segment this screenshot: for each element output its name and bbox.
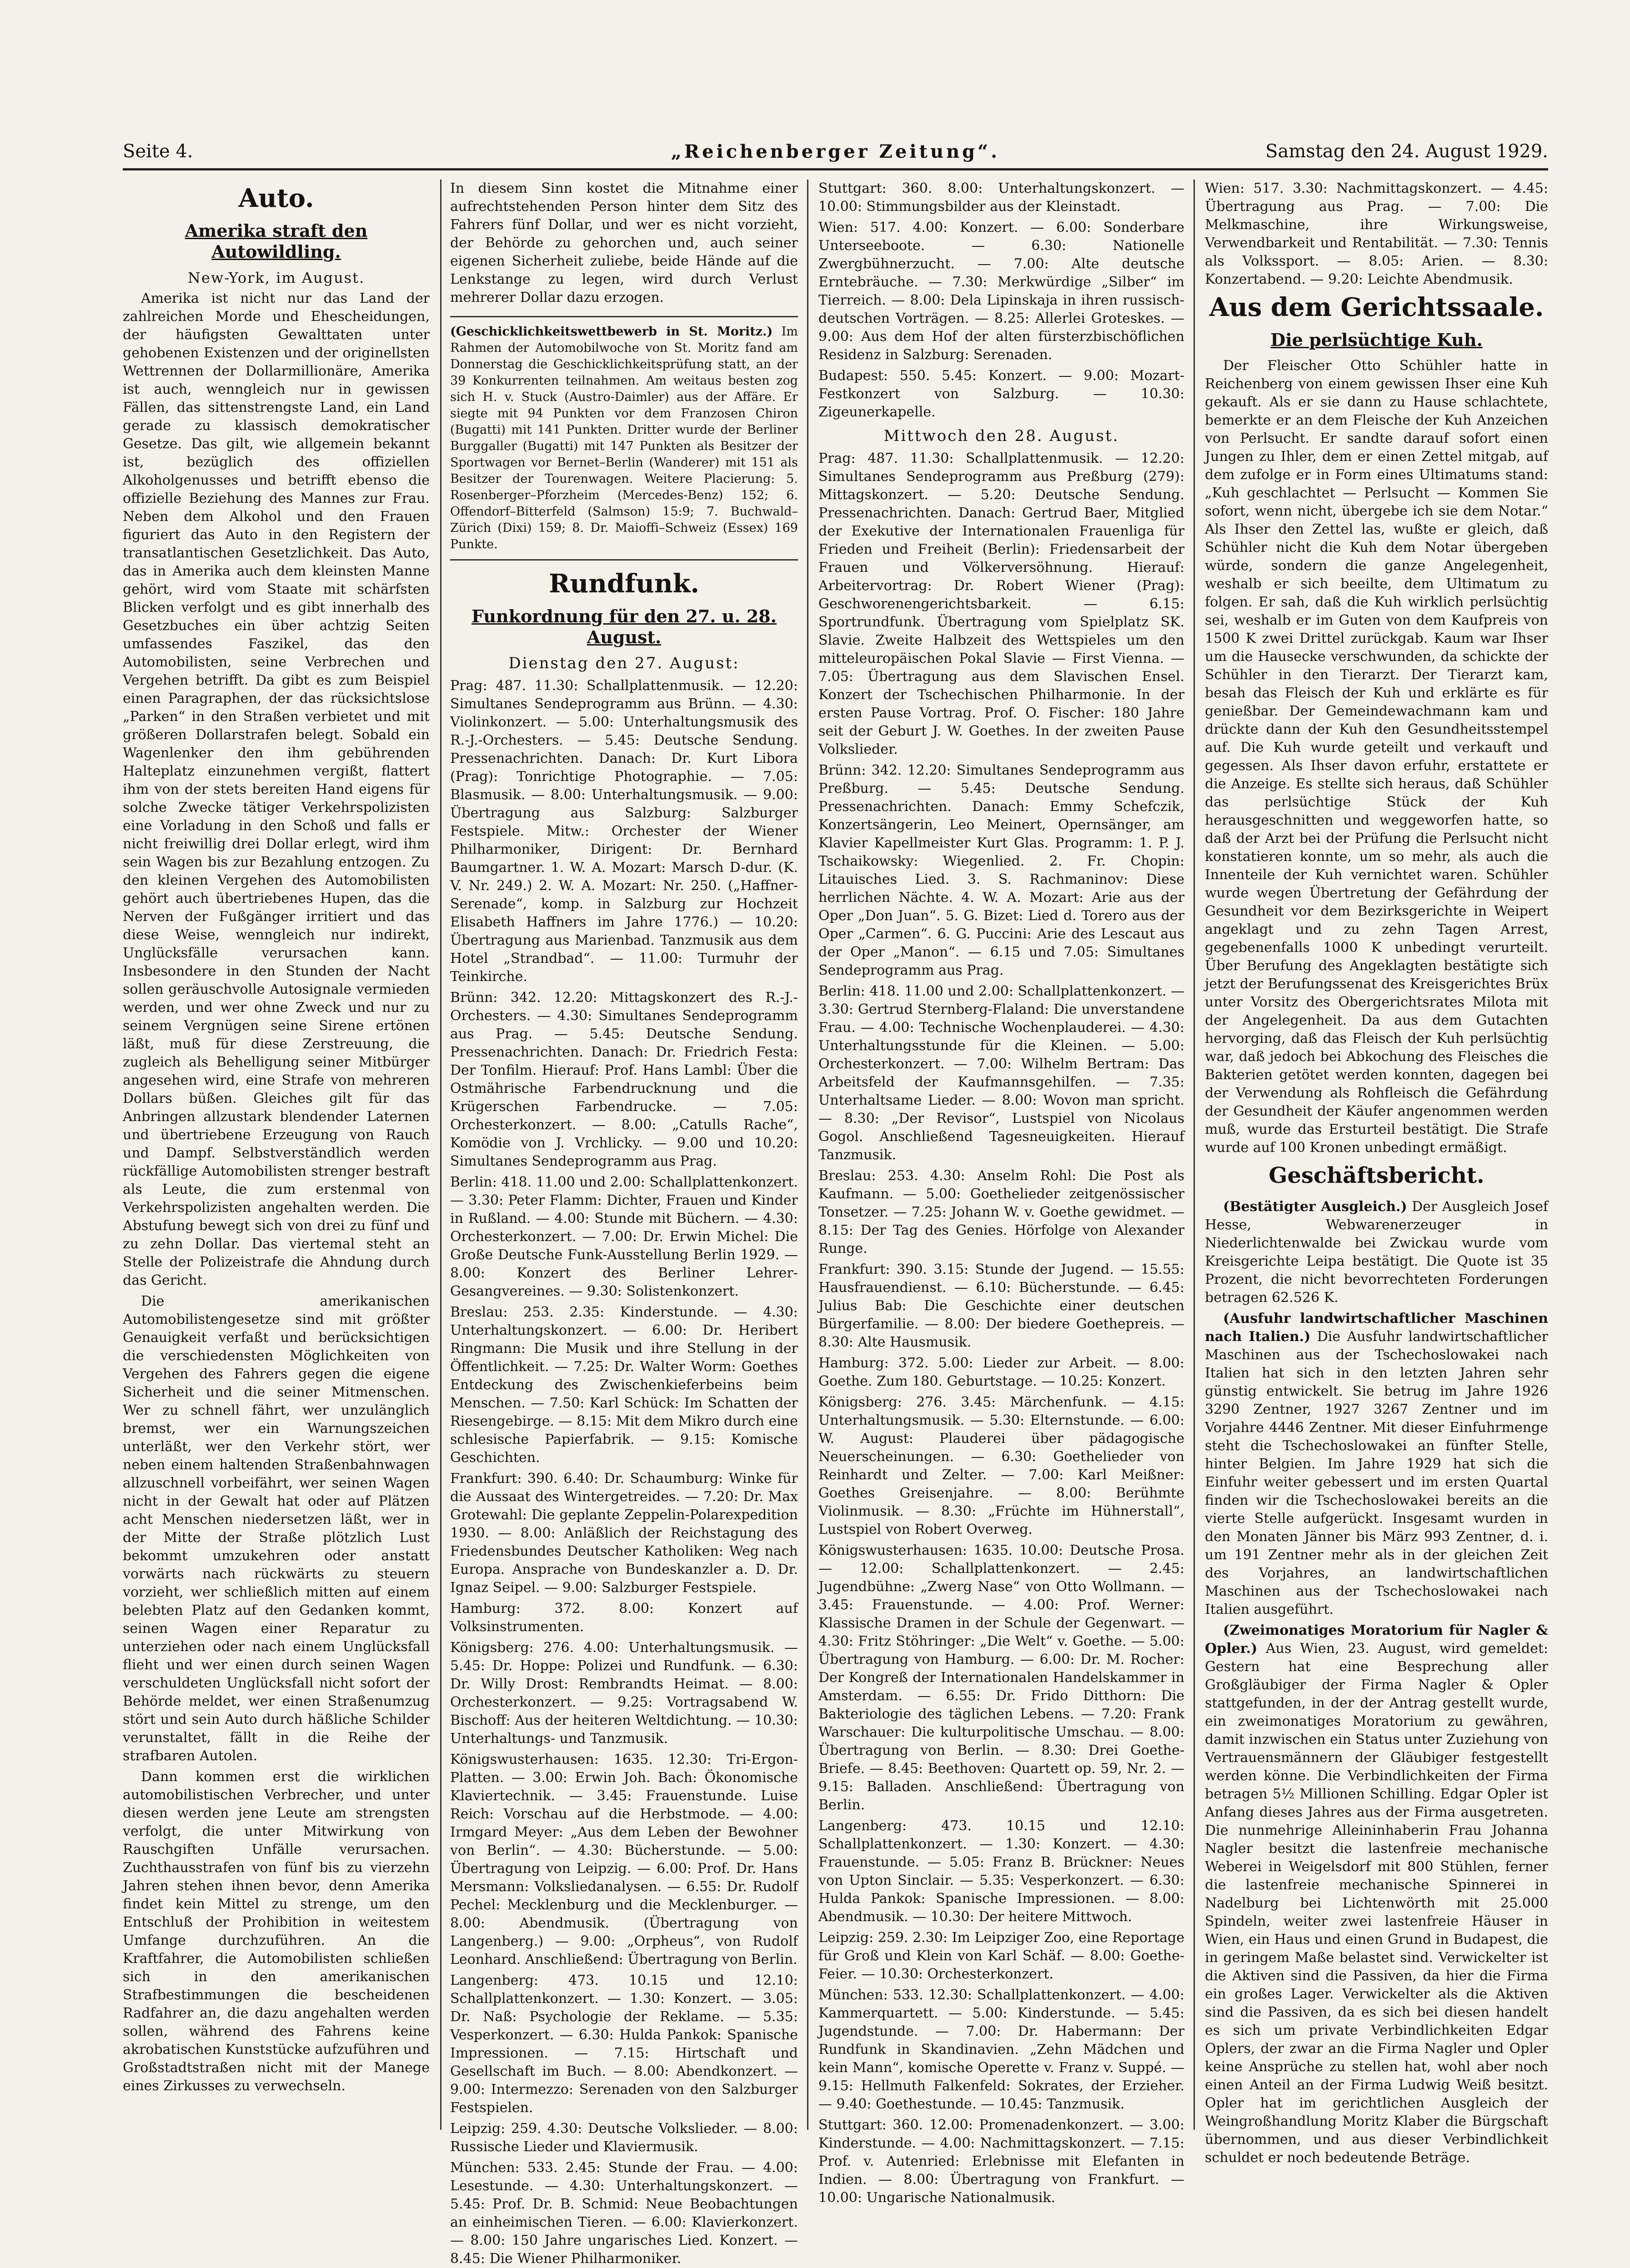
radio-entry: Königswusterhausen: 1635. 10.00: Deutsche Prosa. — 12.00: Schallplattenkonzert. — 2.45: Jugendbühne: „Zwerg Nase“ von Otto Wollmann. — 3.45: Frauenstunde. — 4.00: Prof. Werner: Klassische Dramen in der Schule der Gegenwart. — 4.30: Fritz Stöhringer: „Die Welt“ v. Goethe. — 5.00: Übertragung von Hamburg. — 6.00: Dr. M. Rocher: Der Kongreß der Internationalen Handelskammer in Amsterdam. — 6.55: Dr. Frido Ditthorn: Die Bakteriologie des täglichen Lebens. — 7.20: Frank Warschauer: Die kulturpolitische Umschau. — 8.00: Übertragung von Berlin. — 8.30: Drei Goethe-Briefe. — 8.45: Beethoven: Quartett op. 59, Nr. 2. — 9.15: Balladen. Anschließend: Übertragung von Berlin. [818, 1542, 1184, 1813]
radio-entry: Frankfurt: 390. 3.15: Stunde der Jugend. — 15.55: Hausfrauendienst. — 6.10: Bücherstunde. — 6.45: Julius Bab: Die Geschichte einer deutschen Bürgerfamilie. — 8.00: Der biedere Goethepreis. — 8.30: Alte Hausmusik. [818, 1262, 1184, 1350]
brief-text: Im Rahmen der Automobilwoche von St. Moritz fand am Donnerstag die Geschicklichkeitsprüfung statt, an der 39 Konkurrenten teilnahmen. Am weitaus besten zog sich H. v. Stuck (Austro-Daimler) aus der Affäre. Er siegte mit 94 Punkten vor dem Franzosen Chiron (Bugatti) mit 141 Punkten. Dritter wurde der Berliner Burggaller (Bugatti) mit 147 Punkten als Besitzer der Sportwagen vor Bernet–Berlin (Wanderer) mit 151 als Besitzer der Tourenwagen. Weitere Placierung: 5. Rosenberger–Pforzheim (Mercedes-Benz) 152; 6. Offendorf–Bitterfeld (Salmson) 15:9; 7. Buchwald–Zürich (Dixi) 159; 8. Dr. Maioffi–Schweiz (Essex) 169 Punkte. [450, 325, 798, 551]
court-paragraph: Der Fleischer Otto Schühler hatte in Reichenberg von einem gewissen Ihser eine Kuh gekauft. Als er sie dann zu Hause schlachtete, bemerkte er an dem Fleische der Kuh Anzeichen von Perlsucht. Er sandte darauf sofort einen Jungen zu Ihler, dem er einen Zettel mitgab, auf dem zufolge er in Form eines Ultimatums stand: „Kuh geschlachtet — Perlsucht — Kommen Sie sofort, wenn nicht, übergebe ich sie dem Notar.“ Als Ihser den Zettel las, wußte er gleich, daß Schühler nicht die Kuh dem Notar übergeben würde, sondern die ganze Angelegenheit, weshalb er sich beeilte, dem Ultimatum zu folgen. Er sah, daß die Kuh wirklich perlsüchtig sei, weshalb er im Guten von dem Kaufpreis von 1500 K zwei Drittel zurückgab. Kaum war Ihser um die Hausecke verschwunden, da schickte der Schühler in den Tierarzt. Der Tierarzt kam, besah das Fleisch der Kuh und erklärte es für genießbar. Der Gemeindewachmann kam und drückte dann der Kuh den Gesundheitsstempel auf. Die Kuh wurde geteilt und verkauft und gegessen. Als Ihser davon erfuhr, erstattete er die Anzeige. Es stellte sich heraus, daß Schühler das perlsüchtige Stück der Kuh herausgeschnitten und weggeworfen hatte, so daß der Arzt bei der Prüfung die Perlsucht nicht konstatieren konnte, um so mehr, als auch die Innenteile der Kuh vernichtet waren. Schühler wurde wegen Übertretung der Gefährdung der Gesundheit vor dem Bezirksgerichte in Weipert angeklagt und zu zehn Tagen Arrest, gegebenenfalls 1000 K unbedingt verurteilt. Über Berufung des Angeklagten bestätigte sich jetzt der Berufungssenat des Kreisgerichtes Brüx unter Vorsitz des Obergerichtsrates Milota mit der Angelegenheit. Da aus dem Gutachten hervorging, daß das Fleisch der Kuh perlsüchtig war, daß jedoch bei Abkochung des Fleisches die Bakterien getötet werden konnten, dagegen bei der Verwendung als Rohfleisch die Gefährdung der Gesundheit der Käufer angenommen werden muß, wurde das Ersturteil bestätigt. Die Strafe wurde auf 100 Kronen unbedingt ermäßigt. [1205, 358, 1548, 1156]
dateline: New-York, im August. [187, 269, 365, 286]
section-title-court: Aus dem Gerichtssaale. [1209, 292, 1544, 322]
program-title: Funkordnung für den 27. u. 28. August. [471, 606, 777, 647]
brief-title: (Geschicklichkeitswettbewerb in St. Moritz.) [450, 325, 773, 339]
business-item-text: Der Ausgleich Josef Hesse, Webwarenerzeuger in Niederlichtenwalde bei Zwickau wurde vom Kreisgerichte Leipa bestätigt. Die Quote ist 35 Prozent, die nicht bevorrechteten Forderungen betragen 62.526 K. [1205, 1199, 1548, 1306]
radio-entry: München: 533. 12.30: Schallplattenkonzert. — 4.00: Kammerquartett. — 5.00: Kinderstunde. — 5.45: Jugendstunde. — 7.00: Dr. Habermann: Der Rundfunk in Skandinavien. „Zehn Mädchen und kein Mann“, komische Operette v. Franz v. Suppé. — 9.15: Hellmuth Falkenfeld: Sokrates, der Erzieher. — 9.40: Goethestunde. — 10.45: Tanzmusik. [818, 1987, 1184, 2112]
column-4 [1205, 180, 1549, 2166]
business-item [1205, 1310, 1548, 1619]
article-paragraph: Die amerikanischen Automobilistengesetze sind mit größter Genauigkeit verfaßt und berücksichtigen die verschiedensten Möglichkeiten von Vergehen des Fahrers gegen die eigene Sicherheit und die seiner Mitmenschen. Wer zu schnell fährt, wer unzulänglich bremst, wer ein Warnungszeichen unterläßt, wer den Verkehr stört, wer neben einem haltenden Straßenbahnwagen allzuschnell vorbeifährt, wer seinen Wagen nicht in der Gewalt hat oder auf Plätzen acht Menschen niedersetzen läßt, wer in der Mitte der Straße plötzlich Lust bekommt umzukehren oder anstatt vorwärts nach rückwärts zu steuern vorzieht, wer schließlich mitten auf einem belebten Platz auf den Gedanken kommt, seinen Wagen einer Reparatur zu unterziehen oder nach einem Unglücksfall flieht und wer einen durch seinen Wagen verschuldeten Unglücksfall nicht sofort der Behörde meldet, wer einen Straßenumzug stört und sein Auto durch häßliche Schilder verunstaltet, fällt in die Reihe der strafbaren Autolen. [123, 1293, 430, 1764]
radio-entry: Langenberg: 473. 10.15 und 12.10: Schallplattenkonzert. — 1.30: Konzert. — 3.05: Dr. Naß: Psychologie der Reklame. — 5.35: Vesperkonzert. — 6.30: Hulda Pankok: Spanische Impressionen. — 7.15: Hirtschaft und Gesellschaft im Buch. — 8.00: Abendkonzert. — 9.00: Intermezzo: Serenaden von den Salzburger Festspielen. [450, 1973, 798, 2116]
radio-entry: Brünn: 342. 12.20: Simultanes Sendeprogramm aus Preßburg. — 5.45: Deutsche Sendung. Pressenachrichten. Danach: Emmy Schefczik, Konzertsängerin, Leo Meinert, Opernsänger, am Klavier Kapellmeister Kurt Glas. Programm: 1. P. J. Tschaikowsky: Wiegenlied. 2. Fr. Chopin: Litauisches Lied. 3. S. Rachmaninov: Diese herrlichen Nächte. 4. W. A. Mozart: Arie aus der Oper „Don Juan“. 5. G. Bizet: Lied d. Torero aus der Oper „Carmen“. 6. G. Puccini: Arie des Lescaut aus der Oper „Manon“. — 6.15 und 7.05: Simultanes Sendeprogramm aus Prag. [818, 762, 1184, 978]
section-title-business: Geschäftsbericht. [1269, 1163, 1485, 1188]
court-article-title: Die perlsüchtige Kuh. [1270, 330, 1483, 350]
business-item [1205, 1198, 1548, 1307]
page-label: Seite 4. [123, 141, 193, 162]
radio-entry: Prag: 487. 11.30: Schallplattenmusik. — 12.20: Simultanes Sendeprogramm aus Brünn. — 4.30: Violinkonzert. — 5.00: Unterhaltungsmusik des R.-J.-Orchesters. — 5.45: Deutsche Sendung. Pressenachrichten. Danach: Dr. Kurt Libora (Prag): Tonrichtige Photographie. — 7.05: Blasmusik. — 8.00: Unterhaltungsmusik. — 9.00: Übertragung aus Salzburg: Salzburger Festspiele. Mitw.: Orchester der Wiener Philharmoniker, Dirigent: Dr. Bernhard Baumgartner. 1. W. A. Mozart: Marsch D-dur. (K. V. Nr. 249.) 2. W. A. Mozart: Nr. 250. („Haffner-Serenade“, komp. in Salzburg zur Hochzeit Elisabeth Haffners im Jahre 1776.) — 10.20: Übertragung aus Marienbad. Tanzmusik aus dem Hotel „Strandbad“. — 11.00: Turmuhr der Teinkirche. [450, 678, 798, 985]
column-2 [450, 180, 798, 2267]
column-divider [807, 180, 808, 2130]
page-header [123, 132, 1548, 170]
day-heading: Dienstag den 27. August: [508, 654, 740, 672]
article-paragraph: Amerika ist nicht nur das Land der zahlreichen Morde und Ehescheidungen, der häufigsten Gewalttaten unter gehobenen Existenzen und der originellsten Wettrennen der Dollarmillionäre, Amerika ist auch, wenngleich nur in gewissen Fällen, das sittenstrengste Land, ein Land gerade zu klassisch demokratischer Gesetze. Das gilt, wie allgemein bekannt ist, bezüglich des offiziellen Alkoholgenusses und betrifft ebenso die offizielle Beziehung des Mannes zur Frau. Neben dem Alkohol und den Frauen figuriert das Auto in den Registern der transatlantischen Gesetzlichkeit. Das Auto, das in Amerika auch dem kleinsten Manne gehört, wird vom Staate mit schärfsten Blicken verfolgt und es gibt innerhalb des Gesetzbuches ein über achtzig Seiten umfassendes Faszikel, das den Automobilisten, seine Verbrechen und Vergehen betrifft. Da gibt es zum Beispiel einen Paragraphen, der das rücksichtslose „Parken“ in den Straßen verbietet und mit größeren Dollarstrafen belegt. Sobald ein Wagenlenker den ihm gebührenden Halteplatz einzunehmen vergißt, flattert ihm von der stets bereiten Hand eigens für solche Zwecke tätiger Verkehrspolizisten eine Vorladung in den Schoß und falls er nicht freiwillig drei Dollar erlegt, wird ihm sein Wagen bis zur Bezahlung entzogen. Zu den kleinen Vergehen des Automobilisten gehört auch übertriebenes Hupen, das die Nerven der Fußgänger irritiert und das diese Weise, wenngleich nur indirekt, Unglücksfälle verursachen kann. Insbesondere in den Stunden der Nacht sollen geräuschvolle Autosignale vermieden werden, und wer ohne Zweck und nur zu seinem Vergnügen seine Sirene ertönen läßt, muß für diese Zerstreuung, die zugleich als Behelligung seiner Mitbürger angesehen wird, eine Strafe von mehreren Dollars büßen. Gleiches gilt für das Anbringen allzustark blendender Laternen und übertriebene Erzeugung von Rauch und Dampf. Selbstverständlich werden rückfällige Automobilisten strenger bestraft als Leute, die zum erstenmal von Verkehrspolizisten angehalten werden. Die Abstufung bewegt sich von drei zu fünf und zu zehn Dollar. Das viertemal steht an Stelle der Polizeistrafe die Ahndung durch das Gericht. [123, 290, 430, 1288]
column-divider [440, 180, 441, 2130]
radio-entry: München: 533. 2.45: Stunde der Frau. — 4.00: Lesestunde. — 4.30: Unterhaltungskonzert. — 5.45: Prof. Dr. B. Schmid: Neue Beobachtungen an einheimischen Tieren. — 6.00: Klavierkonzert. — 8.00: 150 Jahre ungarisches Lied. Konzert. — 8.45: Die Wiener Philharmoniker. [450, 2160, 798, 2267]
news-brief [450, 316, 798, 561]
radio-entry: Stuttgart: 360. 8.00: Unterhaltungskonzert. — 10.00: Stimmungsbilder aus der Kleinstadt. [818, 180, 1184, 215]
radio-entry: Wien: 517. 3.30: Nachmittagskonzert. — 4.45: Übertragung aus Prag. — 7.00: Die Melkmaschine, ihre Wirkungsweise, Verwendbarkeit und Rentabilität. — 7.30: Tennis als Volkssport. — 8.05: Arien. — 8.30: Konzertabend. — 9.20: Leichte Abendmusik. [1205, 180, 1548, 287]
radio-entry: Prag: 487. 11.30: Schallplattenmusik. — 12.20: Simultanes Sendeprogramm aus Preßburg (279): Mittagskonzert. — 5.20: Deutsche Sendung. Pressenachrichten. Danach: Gertrud Baer, Mitglied der Exekutive der Internationalen Frauenliga für Frieden und Freiheit (Berlin): Friedensarbeit der Frauen und Völkerversöhnung. Hierauf: Arbeitervortrag: Dr. Robert Wiener (Prag): Geschworenengerichtsbarkeit. — 6.15: Sportrundfunk. Übertragung vom Spielplatz SK. Slavie. Zweite Halbzeit des Wettspieles um den mitteleuropäischen Pokal Slavie — First Vienna. — 7.05: Übertragung aus dem Slavischen Ensel. Konzert der Tschechischen Philharmonie. In der ersten Pause Vortrag. Prof. O. Fischer: 180 Jahre seit der Geburt J. W. Goethes. In der zweiten Pause Volkslieder. [818, 451, 1184, 757]
article-paragraph: Dann kommen erst die wirklichen automobilistischen Verbrecher, und unter diesen werden jene Leute am strengsten verfolgt, die unter Mitwirkung von Rauschgiften Unfälle verursachen. Zuchthausstrafen von fünf bis zu vierzehn Jahren stehen ihnen bevor, denn Amerika findet kein Mittel zu strenge, um den Entschluß der Prohibition in weitestem Umfange durchzuführen. An die Kraftfahrer, die Automobilisten schließen sich in den amerikanischen Strafbestimmungen die bescheidenen Radfahrer an, die dazu angehalten werden sollen, während des Fahrens keine akrobatischen Kunststücke aufzuführen und Großstadtstraßen nicht mit der Manege eines Zirkusses zu verwechseln. [123, 1769, 430, 2094]
radio-entry: Hamburg: 372. 8.00: Konzert auf Volksinstrumenten. [450, 1601, 798, 1635]
radio-entry: Breslau: 253. 2.35: Kinderstunde. — 4.30: Unterhaltungskonzert. — 6.00: Dr. Heribert Ringmann: Die Musik und ihre Stellung in der Öffentlichkeit. — 7.25: Dr. Walter Worm: Goethes Entdeckung des Zwischenkieferbeins beim Menschen. — 7.50: Karl Schück: Im Schatten der Riesengebirge. — 8.15: Mit dem Mikro durch eine schlesische Papierfabrik. — 9.15: Komische Geschichten. [450, 1304, 798, 1466]
business-item-text: Aus Wien, 23. August, wird gemeldet: Gestern hat eine Besprechung aller Großgläubiger der Firma Nagler & Opler stattgefunden, in der der Antrag gestellt wurde, ein zweimonatiges Moratorium zu gewähren, damit inzwischen ein Status unter Zuziehung von Vertrauensmännern der Gläubiger festgestellt werden könne. Die Verbindlichkeiten der Firma betragen 5½ Millionen Schilling. Edgar Opler ist Anfang dieses Jahres aus der Firma ausgetreten. Die nunmehrige Alleininhaberin Frau Johanna Nagler besitzt die lastenfreie mechanische Weberei in Weigelsdorf mit 800 Stühlen, ferner die lastenfreie mechanische Spinnerei in Nadelburg bei Lichtenwörth mit 25.000 Spindeln, weiter zwei lastenfreie Häuser in Wien, ein Haus und einen Grund in Budapest, die in geringem Maße belastet sind. Verwickelter ist die Aktiven sind die Passiven, da hier die Firma ein großes Lager. Verwickelter als die Aktiven sind die Passiven, da es sich bei diesen handelt es sich um private Verbindlichkeiten Edgar Oplers, der zwar an die Firma Nagler und Opler keine Ansprüche zu stellen hat, wohl aber noch einen Anteil an der Firma Ludwig Weiß besitzt. Opler hat im gerichtlichen Ausgleich der Weingroßhandlung Moritz Klaber die Bürgschaft übernommen, und aus dieser Verbindlichkeit schuldet er noch bedeutende Beträge. [1205, 1641, 1548, 2166]
column-3 [818, 180, 1184, 2206]
newspaper-name: „Reichenberger Zeitung“. [671, 141, 1000, 162]
section-title-rundfunk: Rundfunk. [549, 569, 699, 599]
radio-entry: Stuttgart: 360. 12.00: Promenadenkonzert. — 3.00: Kinderstunde. — 4.00: Nachmittagskonzert. — 7.15: Prof. v. Autenried: Erlebnisse mit Elefanten in Indien. — 8.00: Übertragung von Frankfurt. — 10.00: Ungarische Nationalmusik. [818, 2117, 1184, 2206]
day-heading: Mittwoch den 28. August. [883, 427, 1119, 445]
article-title: Amerika straft den Autowildling. [185, 220, 368, 262]
radio-entry: Budapest: 550. 5.45: Konzert. — 9.00: Mozart-Festkonzert von Salzburg. — 10.30: Zigeunerkapelle. [818, 368, 1184, 420]
radio-entry: Wien: 517. 4.00: Konzert. — 6.00: Sonderbare Unterseeboote. — 6.30: Nationelle Zwergbühnerzucht. — 7.00: Alte deutsche Erntebräuche. — 7.30: Merkwürdige „Silber“ im Tierreich. — 8.00: Dela Lipinskaja in ihren russisch-deutschen Vorträgen. — 8.25: Allerlei Groteskes. — 9.00: Aus dem Hof der alten fürsterzbischöflichen Residenz in Salzburg: Serenaden. [818, 220, 1184, 363]
business-item-title: (Bestätigter Ausgleich.) [1223, 1199, 1407, 1215]
radio-entry: Berlin: 418. 11.00 und 2.00: Schallplattenkonzert. — 3.30: Peter Flamm: Dichter, Frauen und Kinder in Rußland. — 4.00: Stunde mit Büchern. — 4.30: Orchesterkonzert. — 7.00: Dr. Erwin Michel: Die Große Deutsche Funk-Ausstellung Berlin 1929. — 8.00: Konzert des Berliner Lehrer-Gesangvereines. — 9.30: Solistenkonzert. [450, 1174, 798, 1299]
business-item-title: (Zweimonatiges Moratorium für Nagler & Opler.) [1205, 1622, 1548, 1657]
radio-entry: Berlin: 418. 11.00 und 2.00: Schallplattenkonzert. — 3.30: Gertrud Sternberg-Flaland: Die unverstandene Frau. — 4.00: Technische Wochenplauderei. — 4.30: Unterhaltungsstunde für die Kleinen. — 5.00: Orchesterkonzert. — 7.00: Wilhelm Bertram: Das Arbeitsfeld der Kaufmannsgehilfen. — 7.35: Unterhaltsame Lieder. — 8.00: Wovon man spricht. — 8.30: „Der Revisor“, Lustspiel von Nicolaus Gogol. Anschließend Tagesneuigkeiten. Hierauf Tanzmusik. [818, 983, 1184, 1163]
radio-entry: Langenberg: 473. 10.15 und 12.10: Schallplattenkonzert. — 1.30: Konzert. — 4.30: Frauenstunde. — 5.05: Franz B. Brückner: Neues von Upton Sinclair. — 5.35: Vesperkonzert. — 6.30: Hulda Pankok: Spanische Impressionen. — 8.00: Abendmusik. — 10.30: Der heitere Mittwoch. [818, 1818, 1184, 1925]
column-divider [1194, 180, 1195, 2130]
radio-entry: Königsberg: 276. 4.00: Unterhaltungsmusik. — 5.45: Dr. Hoppe: Polizei und Rundfunk. — 6.30: Dr. Willy Drost: Rembrandts Heimat. — 8.00: Orchesterkonzert. — 9.25: Vortragsabend W. Bischoff: Aus der heiteren Weltdichtung. — 10.30: Unterhaltungs- und Tanzmusik. [450, 1640, 798, 1747]
radio-entry: Hamburg: 372. 5.00: Lieder zur Arbeit. — 8.00: Goethe. Zum 180. Geburtstage. — 10.25: Konzert. [818, 1355, 1184, 1389]
issue-date: Samstag den 24. August 1929. [1265, 141, 1548, 162]
radio-entry: Königswusterhausen: 1635. 12.30: Tri-Ergon-Platten. — 3.00: Erwin Joh. Bach: Ökonomische Klaviertechnik. — 3.45: Frauenstunde. Luise Reich: Vorschau auf die Herbstmode. — 4.00: Irmgard Meyer: „Aus dem Leben der Bewohner von Berlin“. — 4.30: Bücherstunde. — 5.00: Übertragung von Leipzig. — 6.00: Prof. Dr. Hans Mersmann: Volksliedanalysen. — 6.55: Dr. Rudolf Pechel: Mecklenburg und die Mecklenburger. — 8.00: Abendmusik. (Übertragung von Langenberg.) — 9.00: „Orpheus“, von Rudolf Leonhard. Anschließend: Übertragung von Berlin. [450, 1752, 798, 1968]
radio-entry: Leipzig: 259. 2.30: Im Leipziger Zoo, eine Reportage für Groß und Klein von Karl Schäf. — 8.00: Goethe-Feier. — 10.30: Orchesterkonzert. [818, 1930, 1184, 1982]
radio-entry: Königsberg: 276. 3.45: Märchenfunk. — 4.15: Unterhaltungsmusik. — 5.30: Elternstunde. — 6.00: W. August: Plauderei über pädagogische Neuerscheinungen. — 6.30: Goethelieder von Reinhardt und Zelter. — 7.00: Karl Meißner: Goethes Greisenjahre. — 8.00: Berühmte Violinmusik. — 8.30: „Früchte im Hühnerstall“, Lustspiel von Robert Overweg. [818, 1394, 1184, 1537]
article-continuation: In diesem Sinn kostet die Mitnahme einer aufrechtstehenden Person hinter dem Sitz des Fahrers fünf Dollar, und wer es nicht vorzieht, der Behörde zu gehorchen und, auch seiner eigenen Sicherheit zuliebe, beide Hände auf die Lenkstange zu legen, wird durch Verlust mehrerer Dollar dazu erzogen. [450, 180, 798, 305]
column-1 [123, 180, 430, 2134]
radio-entry: Breslau: 253. 4.30: Anselm Rohl: Die Post als Kaufmann. — 5.00: Goethelieder zeitgenössischer Tonsetzer. — 7.25: Johann W. v. Goethe gewidmet. — 8.15: Der Tag des Genies. Hörfolge von Alexander Runge. [818, 1168, 1184, 1257]
section-title-auto: Auto. [238, 183, 314, 213]
radio-entry: Leipzig: 259. 4.30: Deutsche Volkslieder. — 8.00: Russische Lieder und Klaviermusik. [450, 2121, 798, 2155]
business-item [1205, 1622, 1548, 2167]
radio-entry: Brünn: 342. 12.20: Mittagskonzert des R.-J.-Orchesters. — 4.30: Simultanes Sendeprogramm aus Prag. — 5.45: Deutsche Sendung. Pressenachrichten. Danach: Dr. Friedrich Festa: Der Tonfilm. Hierauf: Prof. Hans Lambl: Über die Ostmährische Farbendrucknung und die Krügerschen Farbendrucke. — 7.05: Orchesterkonzert. — 8.00: „Catulls Rache“, Komödie von J. Vrchlicky. — 9.00 und 10.20: Simultanes Sendeprogramm aus Prag. [450, 990, 798, 1169]
radio-entry: Frankfurt: 390. 6.40: Dr. Schaumburg: Winke für die Aussaat des Wintergetreides. — 7.20: Dr. Max Grotewahl: Die geplante Zeppelin-Polarexpedition 1930. — 8.00: Anläßlich der Reichstagung des Friedensbundes Deutscher Katholiken: Weg nach Europa. Ansprache von Bundeskanzler a. D. Dr. Ignaz Seipel. — 9.00: Salzburger Festspiele. [450, 1471, 798, 1596]
business-item-text: Die Ausfuhr landwirtschaftlicher Maschinen aus der Tschechoslowakei nach Italien hat sich in den letzten Jahren sehr günstig entwickelt. Sie betrug im Jahre 1926 3290 Zentner, 1927 3267 Zentner und im Vorjahre 4446 Zentner. Mit dieser Einfuhrmenge steht die Tschechoslowakei an fünfter Stelle, hinter Belgien. Im Jahre 1929 hat sich die Einfuhr weiter gebessert und im ersten Quartal finden wir die Tschechoslowakei bereits an die vierte Stelle aufgerückt. Insgesamt wurden in den Monaten Jänner bis März 993 Zentner, d. i. um 191 Zentner mehr als in der gleichen Zeit des Vorjahres, an landwirtschaftlichen Maschinen aus der Tschechoslowakei nach Italien ausgeführt. [1205, 1329, 1549, 1617]
business-item-title: (Ausfuhr landwirtschaftlicher Maschinen nach Italien.) [1205, 1311, 1548, 1345]
